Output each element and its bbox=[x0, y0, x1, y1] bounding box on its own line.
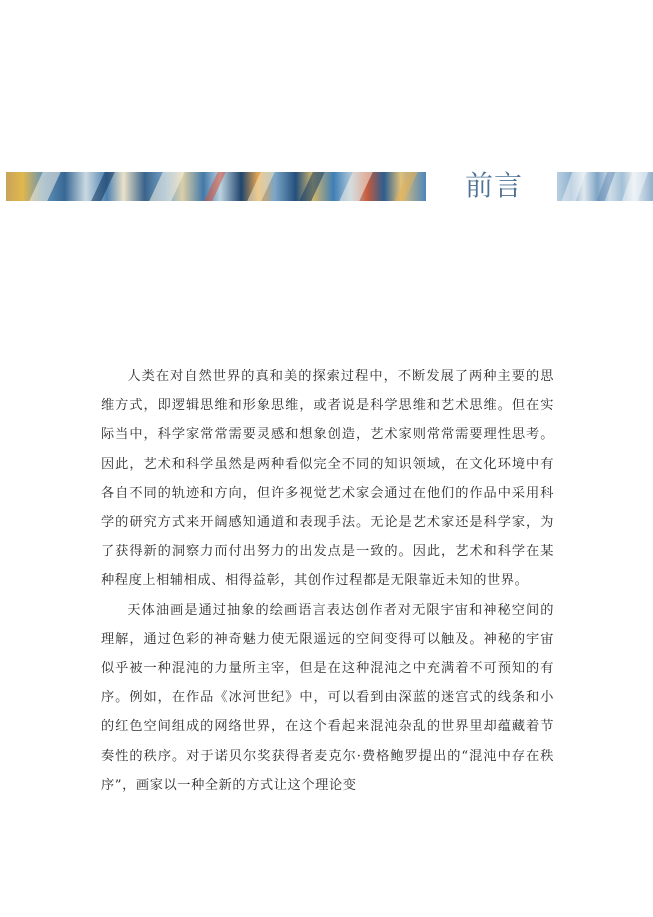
preface-body bbox=[101, 362, 554, 800]
paragraph-1: 人类在对自然世界的真和美的探索过程中，不断发展了两种主要的思维方式，即逻辑思维和形象思维，或者说是科学思维和艺术思维。但在实际当中，科学家常常需要灵感和想象创造，艺术家则常常需要理性思考。因此，艺术和科学虽然是两种看似完全不同的知识领域，在文化环境中有各自不同的轨迹和方向，但许多视觉艺术家会通过在他们的作品中采用科学的研究方式来开阔感知通道和表现手法。无论是艺术家还是科学家，为了获得新的洞察力而付出努力的出发点是一致的。因此，艺术和科学在某种程度上相辅相成、相得益彰，其创作过程都是无限靠近未知的世界。 bbox=[101, 369, 554, 589]
header-painting-strip-left bbox=[6, 172, 426, 201]
paragraph-2: 天体油画是通过抽象的绘画语言表达创作者对无限宇宙和神秘空间的理解，通过色彩的神奇魅力使无限遥远的空间变得可以触及。神秘的宇宙似乎被一种混沌的力量所主宰，但是在这种混沌之中充满着不可预知的有序。例如，在作品《冰河世纪》中，可以看到由深蓝的迷宫式的线条和小的红色空间组成的网络世界，在这个看起来混沌杂乱的世界里却蕴藏着节奏性的秩序。对于诺贝尔奖获得者麦克尔·费格鲍罗提出的“混沌中存在秩序”，画家以一种全新的方式让这个理论变 bbox=[101, 602, 554, 793]
page-title: 前言 bbox=[464, 169, 523, 202]
header-painting-strip-right bbox=[557, 172, 653, 201]
